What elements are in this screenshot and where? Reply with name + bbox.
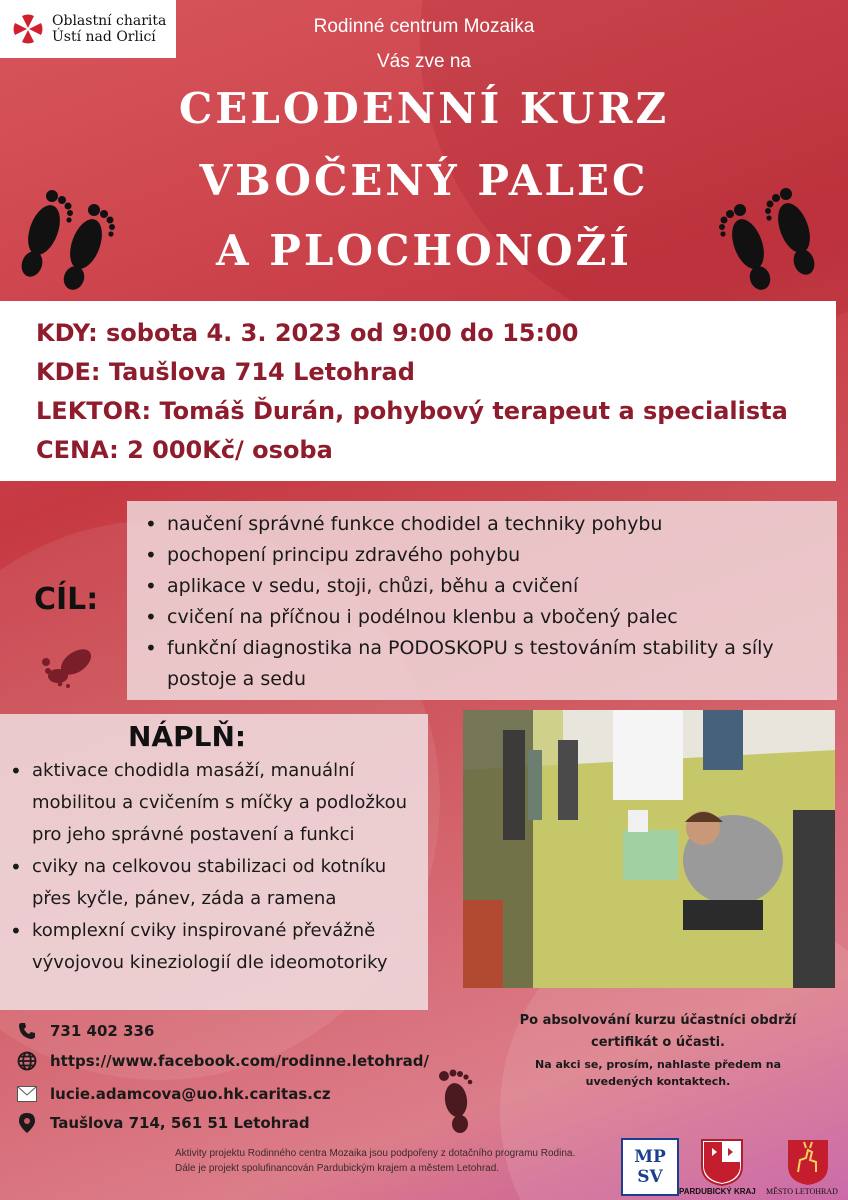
footprint-icon: [40, 632, 100, 688]
event-location: KDE: Taušlova 714 Letohrad: [36, 358, 415, 386]
event-lector: LEKTOR: Tomáš Ďurán, pohybový terapeut a specialista: [36, 397, 788, 425]
course-photo: [463, 710, 835, 988]
title-line-2: VBOČENÝ PALEC: [199, 156, 649, 205]
location-pin-icon: [16, 1112, 38, 1134]
event-date: KDY: sobota 4. 3. 2023 od 9:00 do 15:00: [36, 319, 579, 347]
website-link[interactable]: https://www.facebook.com/rodinne.letohrad/: [50, 1052, 430, 1070]
list-item: • naučení správné funkce chodidel a techniky pohybu: [143, 509, 837, 540]
contact-address: [16, 1112, 310, 1134]
invitation-text: Vás zve na: [377, 51, 471, 72]
charity-name-line2: Ústí nad Orlicí: [52, 29, 156, 45]
goals-box: [127, 501, 837, 700]
content-label: NÁPLŇ:: [128, 720, 247, 753]
footprints-right-icon: [716, 182, 828, 292]
title-line-1: CELODENNÍ KURZ: [178, 84, 670, 133]
list-item: • cviky na celkovou stabilizaci od kotníku přes kyčle, pánev, záda a ramena: [10, 851, 420, 915]
pardubice-region-emblem-icon: [700, 1138, 744, 1186]
funding-note-line1: Aktivity projektu Rodinného centra Mozaika jsou podpořeny z dotačního programu Rodina.: [175, 1148, 576, 1159]
list-item: • pochopení principu zdravého pohybu: [143, 540, 837, 571]
email-link[interactable]: lucie.adamcova@uo.hk.caritas.cz: [50, 1085, 331, 1103]
pardubice-region-label: PARDUBICKÝ KRAJ: [679, 1187, 756, 1196]
list-item: • aktivace chodidla masáží, manuální mobilitou a cvičením s míčky a podložkou pro jeho správné postavení a funkci: [10, 755, 420, 851]
event-price: CENA: 2 000Kč/ osoba: [36, 436, 333, 464]
mpsv-logo: [621, 1138, 679, 1196]
footprint-icon: [430, 1068, 480, 1134]
content-list: [10, 755, 420, 979]
phone-icon: [16, 1020, 38, 1042]
title-line-3: A PLOCHONOŽÍ: [216, 226, 632, 275]
list-item: • komplexní cviky inspirované převážně vývojovou kineziologií dle ideomotoriky: [10, 915, 420, 979]
funding-note-line2: Dále je projekt spolufinancován Pardubickým krajem a městem Letohrad.: [175, 1163, 500, 1174]
contact-phone[interactable]: [16, 1020, 154, 1042]
letohrad-emblem-icon: [786, 1138, 830, 1186]
goals-list: [143, 509, 837, 695]
globe-icon: [16, 1050, 38, 1072]
contact-email[interactable]: [16, 1083, 331, 1105]
goals-label: CÍL:: [34, 582, 99, 617]
footprints-left-icon: [10, 184, 120, 294]
letohrad-label: MĚSTO LETOHRAD: [766, 1187, 838, 1196]
list-item: • funkční diagnostika na PODOSKOPU s testováním stability a síly postoje a sedu: [143, 633, 837, 695]
contact-web[interactable]: [16, 1050, 429, 1072]
envelope-icon: [16, 1083, 38, 1105]
list-item: • aplikace v sedu, stoji, chůzi, běhu a cvičení: [143, 571, 837, 602]
list-item: • cvičení na příčnou i podélnou klenbu a vbočený palec: [143, 602, 837, 633]
organizer-name: Rodinné centrum Mozaika: [313, 16, 535, 37]
mpsv-logo-top: MP: [634, 1147, 666, 1167]
address-text: Taušlova 714, 561 51 Letohrad: [50, 1114, 310, 1132]
registration-note: Na akci se, prosím, nahlaste předem na uvedených kontaktech.: [535, 1058, 781, 1088]
charity-name-line1: Oblastní charita: [52, 13, 167, 29]
certificate-note: Po absolvování kurzu účastníci obdrží certifikát o účasti.: [519, 1013, 797, 1050]
mpsv-logo-bottom: SV: [637, 1167, 663, 1187]
funding-note: [175, 1146, 615, 1176]
event-info-panel: [0, 301, 836, 481]
phone-number: 731 402 336: [50, 1022, 155, 1040]
